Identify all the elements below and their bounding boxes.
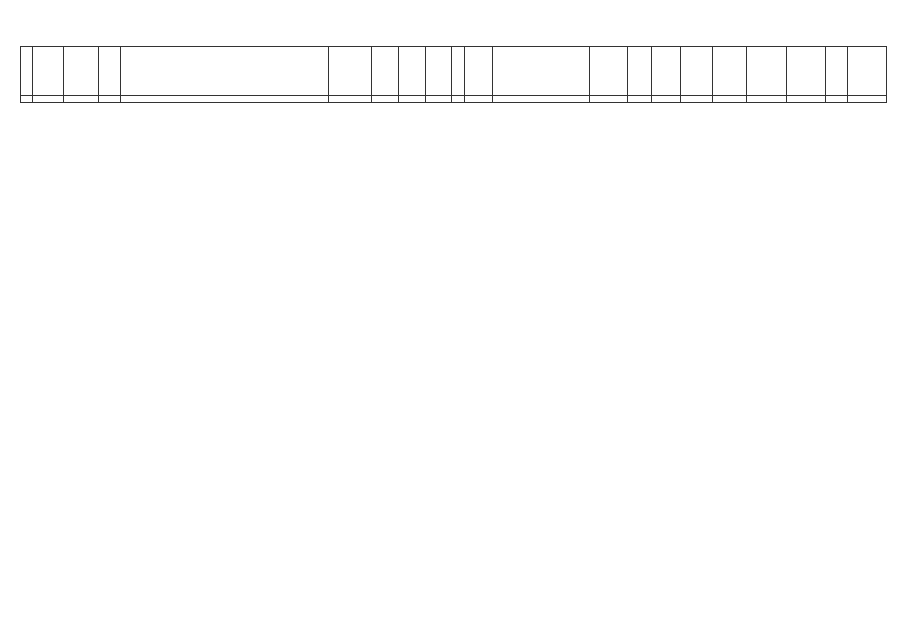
column-header (32, 47, 64, 96)
column-header (21, 47, 33, 96)
column-header (465, 47, 493, 96)
column-header (399, 47, 425, 96)
table-cell (32, 96, 64, 103)
table-cell (371, 96, 399, 103)
column-header (787, 47, 826, 96)
header-row (21, 47, 887, 96)
table-cell (329, 96, 371, 103)
table-cell (64, 96, 99, 103)
column-header (120, 47, 329, 96)
table-row (21, 96, 887, 103)
column-header (628, 47, 651, 96)
table-cell (492, 96, 590, 103)
table-cell (826, 96, 847, 103)
column-header (371, 47, 399, 96)
table-cell (120, 96, 329, 103)
table-body (21, 96, 887, 103)
table-cell (847, 96, 886, 103)
table-cell (713, 96, 747, 103)
column-header (826, 47, 847, 96)
table-cell (99, 96, 120, 103)
column-header (452, 47, 465, 96)
column-header (425, 47, 451, 96)
table-cell (628, 96, 651, 103)
table-cell (681, 96, 713, 103)
column-header (329, 47, 371, 96)
table-cell (746, 96, 786, 103)
column-header (64, 47, 99, 96)
column-header (746, 47, 786, 96)
column-header (681, 47, 713, 96)
table-cell (425, 96, 451, 103)
table-cell (21, 96, 33, 103)
table-cell (590, 96, 628, 103)
table-cell (787, 96, 826, 103)
column-header (847, 47, 886, 96)
table-cell (399, 96, 425, 103)
column-header (99, 47, 120, 96)
table-cell (651, 96, 681, 103)
column-header (713, 47, 747, 96)
spreadsheet (20, 46, 887, 103)
column-header (651, 47, 681, 96)
table-cell (452, 96, 465, 103)
table-cell (465, 96, 493, 103)
column-header (492, 47, 590, 96)
column-header (590, 47, 628, 96)
data-table (20, 46, 887, 103)
